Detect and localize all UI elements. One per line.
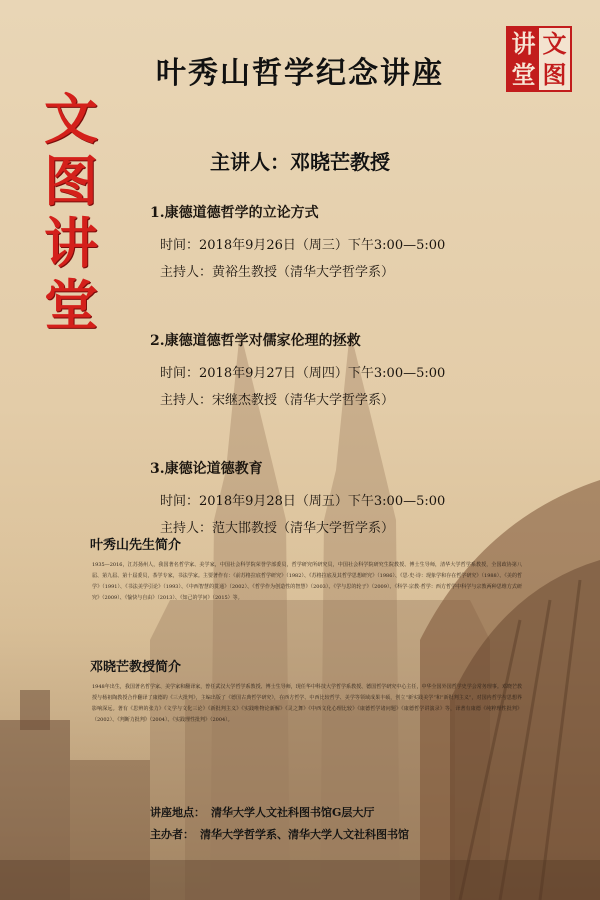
lecture-title: 1.康德道德哲学的立论方式 xyxy=(150,205,319,221)
seal-char: 图 xyxy=(542,60,567,89)
venue-value: 清华大学人文社科图书馆G层大厅 xyxy=(211,806,375,819)
bio-deng-text: 1948年出生，我国著名哲学家、美学家和翻译家，曾任武汉大学哲学系教授、博士生导师，现任华中科技大学哲学系教授、德国哲学研究中心主任，中华全国外国哲学史学会常务理事。邓晓芒教授与杨祖陶教授合作翻译了康德的《三大批判》，主编出版了《德国古典哲学研究》，在西方哲学、中西比较哲学、美学等领域成果丰硕，创立“新实践美学”和“新批判主义”，对国内哲学与思想界影响深远。著有《思辨的张力》《文学与文化三论》《新批判主义》《实践唯物论新解》《灵之舞》《中西文化心理比较》《康德哲学诸问题》《康德哲学讲演录》等，译著有康德《纯粹理性批判》（2002）、《判断力批判》（2004）、《实践理性批判》（2004）。 xyxy=(92,684,522,723)
poster-title: 叶秀山哲学纪念讲座 xyxy=(156,56,444,91)
brand-char: 文 xyxy=(44,87,98,151)
lecture-item xyxy=(150,202,530,330)
lecture-time: 时间：2018年9月26日（周三）下午3:00—5:00 xyxy=(160,238,446,253)
lecture-host: 主持人：黄裕生教授（清华大学哲学系） xyxy=(160,265,395,280)
seal-char: 堂 xyxy=(508,59,539,90)
brand-char: 讲 xyxy=(44,211,98,275)
venue-line xyxy=(150,804,374,820)
bio-ye-heading: 叶秀山先生简介 xyxy=(90,538,182,553)
organizer-value: 清华大学哲学系、清华大学人文社科图书馆 xyxy=(200,828,409,841)
lecture-title: 2.康德道德哲学对儒家伦理的拯救 xyxy=(150,333,361,349)
lecture-host: 主持人：范大邯教授（清华大学哲学系） xyxy=(160,521,395,536)
brand-char: 堂 xyxy=(44,273,98,337)
organizer-label: 主办者： xyxy=(150,828,194,841)
speaker-line: 主讲人：邓晓芒教授 xyxy=(210,150,390,174)
seal-char: 文 xyxy=(542,29,567,58)
lecture-title: 3.康德论道德教育 xyxy=(150,461,263,477)
brand-char: 图 xyxy=(44,149,98,213)
lecture-list xyxy=(150,202,530,586)
bio-ye-text: 1935—2016，江苏扬州人，我国著名哲学家、美学家，中国社会科学院荣誉学部委员，哲学研究所研究员，中国社会科学院研究生院教授、博士生导师，清华大学哲学系教授，全国政协第八届、第九届、第十届委员，茶学专家，书法学家。主要著作有：《前苏格拉底哲学研究》（1982）、《苏格拉底及其哲学思想研究》（1986）、《思·史·诗：现象学和存在哲学研究》（1988）、《美的哲学》（1991）、《书法美学引论》（1993）、《中西智慧的贯通》（2002）、《哲学作为创造性的智慧》（2003）、《学与思的轮子》（2009）、《科学·宗教·哲学：西方哲学中科学与宗教两种思维方式研究》（2009）、《愉快与自由》（2013）、《知己的学问》（2015）等。 xyxy=(92,562,522,601)
lecture-hall-seal xyxy=(506,26,572,92)
lecture-time: 时间：2018年9月27日（周四）下午3:00—5:00 xyxy=(160,366,446,381)
bio-deng-heading: 邓晓芒教授简介 xyxy=(90,660,182,675)
venue-label: 讲座地点： xyxy=(150,806,205,819)
seal-char: 讲 xyxy=(508,28,539,59)
lecture-time: 时间：2018年9月28日（周五）下午3:00—5:00 xyxy=(160,494,446,509)
organizer-line xyxy=(150,826,409,842)
lecture-host: 主持人：宋继杰教授（清华大学哲学系） xyxy=(160,393,395,408)
vertical-brand-text xyxy=(36,88,106,336)
lecture-item xyxy=(150,330,530,458)
